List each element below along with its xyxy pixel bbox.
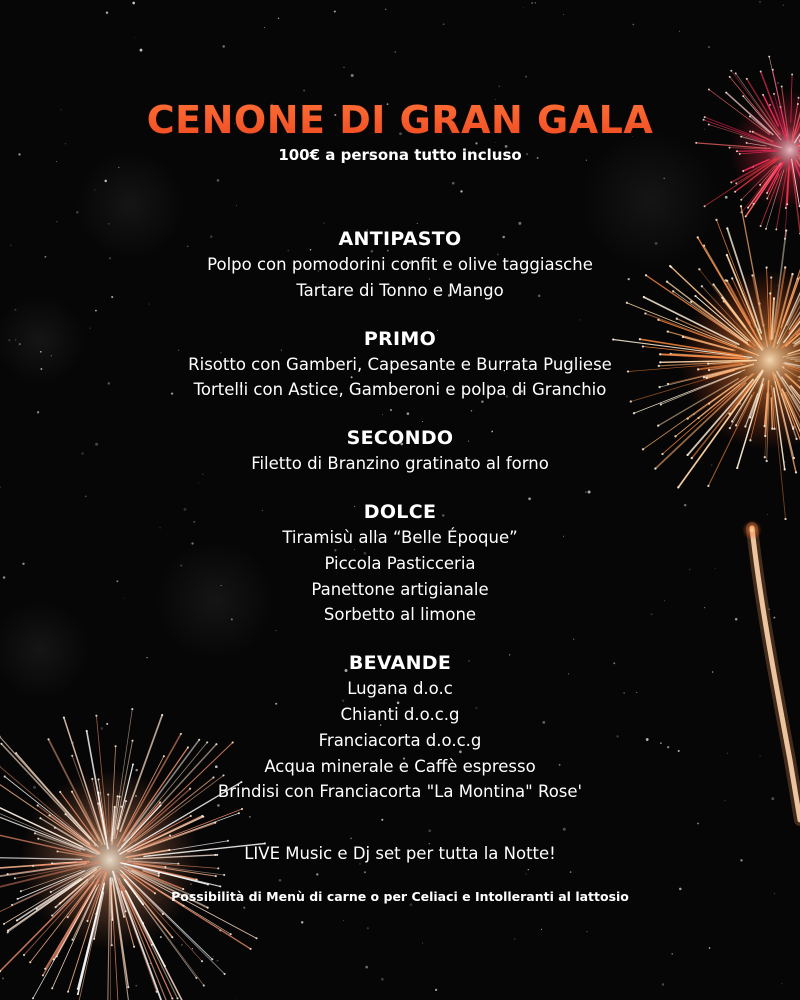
live-music-note: LIVE Music e Dj set per tutta la Notte! <box>244 844 556 863</box>
menu-item: Panettone artigianale <box>311 579 489 599</box>
section-bevande <box>0 650 800 805</box>
section-title: SECONDO <box>346 427 454 450</box>
menu-item: Acqua minerale e Caffè espresso <box>264 756 536 776</box>
section-title: BEVANDE <box>348 652 452 675</box>
menu-item: Tiramisù alla “Belle Époque” <box>282 527 518 547</box>
menu-item: Tortelli con Astice, Gamberoni e polpa di Granchio <box>193 380 607 400</box>
section-secondo <box>0 425 800 477</box>
dietary-note: Possibilità di Menù di carne o per Celiaci e Intolleranti al lattosio <box>171 889 629 904</box>
section-dolce <box>0 499 800 628</box>
menu-item: Sorbetto al limone <box>323 605 477 625</box>
menu-item: Brindisi con Franciacorta "La Montina" Rose' <box>217 782 583 802</box>
menu-item: Chianti d.o.c.g <box>340 704 460 724</box>
menu-item: Lugana d.o.c <box>347 679 453 699</box>
section-title: DOLCE <box>363 500 437 523</box>
section-title: ANTIPASTO <box>338 228 462 250</box>
menu-item: Franciacorta d.o.c.g <box>318 730 482 750</box>
price-subtitle: 100€ a persona tutto incluso <box>278 146 522 164</box>
menu-sections <box>0 226 800 827</box>
page-title: CENONE DI GRAN GALA <box>0 98 800 142</box>
menu-item: Piccola Pasticceria <box>324 553 476 573</box>
menu-item: Risotto con Gamberi, Capesante e Burrata Pugliese <box>188 354 612 374</box>
menu-item: Polpo con pomodorini confit e olive taggiasche <box>207 255 593 274</box>
section-title: PRIMO <box>363 327 437 350</box>
menu-item: Filetto di Branzino gratinato al forno <box>251 454 549 474</box>
section-primo <box>0 326 800 404</box>
menu-item: Tartare di Tonno e Mango <box>296 280 504 300</box>
section-antipasto <box>0 226 800 304</box>
